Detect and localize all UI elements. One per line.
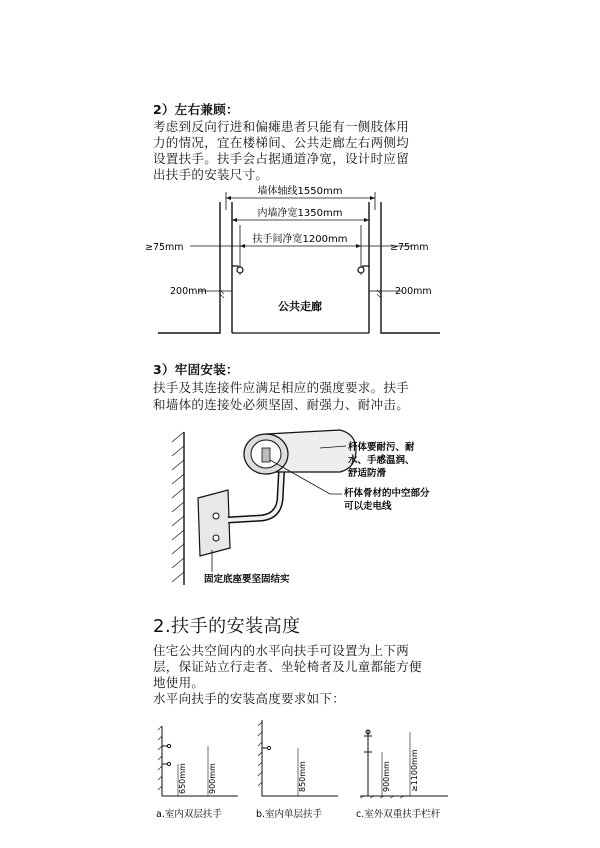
paragraph-line: 出扶手的安装尺寸。 — [153, 167, 269, 182]
paragraph-line: 考虑到反向行进和偏瘫患者只能有一侧肢体用 — [153, 119, 410, 134]
paragraph-line: 住宅公共空间内的水平向扶手可设置为上下两 — [153, 643, 410, 658]
label-offset-right: 200mm — [395, 286, 432, 297]
corridor-diagram — [140, 180, 460, 340]
label-wall-axis: 墙体轴线1550mm — [257, 186, 343, 197]
caption-c: c.室外双重扶手栏杆 — [356, 809, 441, 820]
section-heading-sturdy: 3）牢固安装： — [153, 362, 239, 377]
label-gap-right: ≥75mm — [390, 242, 429, 253]
paragraph-line: 和墙体的连接处必须坚固、耐强力、耐冲击。 — [153, 397, 410, 412]
bracket-diagram — [170, 420, 470, 590]
label-inner-clear: 内墙净宽1350mm — [257, 208, 343, 219]
dim-a-high: 900mm — [208, 763, 217, 794]
label-gap-left: ≥75mm — [145, 242, 184, 253]
dim-c-low: 900mm — [382, 761, 391, 792]
paragraph-line: 设置扶手。扶手会占据通道净宽，设计时应留 — [153, 151, 410, 166]
paragraph-line: 扶手及其连接件应满足相应的强度要求。扶手 — [153, 380, 410, 395]
paragraph-line: 地使用。 — [153, 675, 205, 690]
dim-c-high: ≥1100mm — [410, 749, 419, 792]
label-corridor: 公共走廊 — [278, 300, 322, 313]
height-figures — [148, 712, 468, 824]
caption-a: a.室内双层扶手 — [156, 809, 222, 820]
note-hollow-line: 可以走电线 — [344, 501, 392, 512]
caption-b: b.室内单层扶手 — [256, 809, 323, 820]
note-surface-line: 舒适防滑 — [348, 468, 387, 479]
paragraph-line: 层，保证站立行走者、坐轮椅者及儿童都能方便 — [153, 659, 422, 674]
paragraph-requirement: 水平向扶手的安装高度要求如下： — [153, 691, 346, 706]
section-title-height: 2.扶手的安装高度 — [153, 616, 301, 637]
section-heading-left-right: 2）左右兼顾： — [153, 102, 239, 117]
note-surface-line: 杆体要耐污、耐 — [348, 442, 415, 453]
label-offset-left: 200mm — [170, 286, 207, 297]
note-base: 固定底座要坚固结实 — [204, 574, 290, 585]
note-hollow-line: 杆体骨材的中空部分 — [344, 488, 430, 499]
label-handrail-clear: 扶手间净宽1200mm — [252, 234, 348, 245]
dim-a-low: 650mm — [178, 763, 187, 794]
paragraph-line: 力的情况，宜在楼梯间、公共走廊左右两侧均 — [153, 135, 410, 150]
note-surface-line: 水、手感温润、 — [348, 455, 415, 466]
dim-b: 850mm — [298, 761, 307, 792]
